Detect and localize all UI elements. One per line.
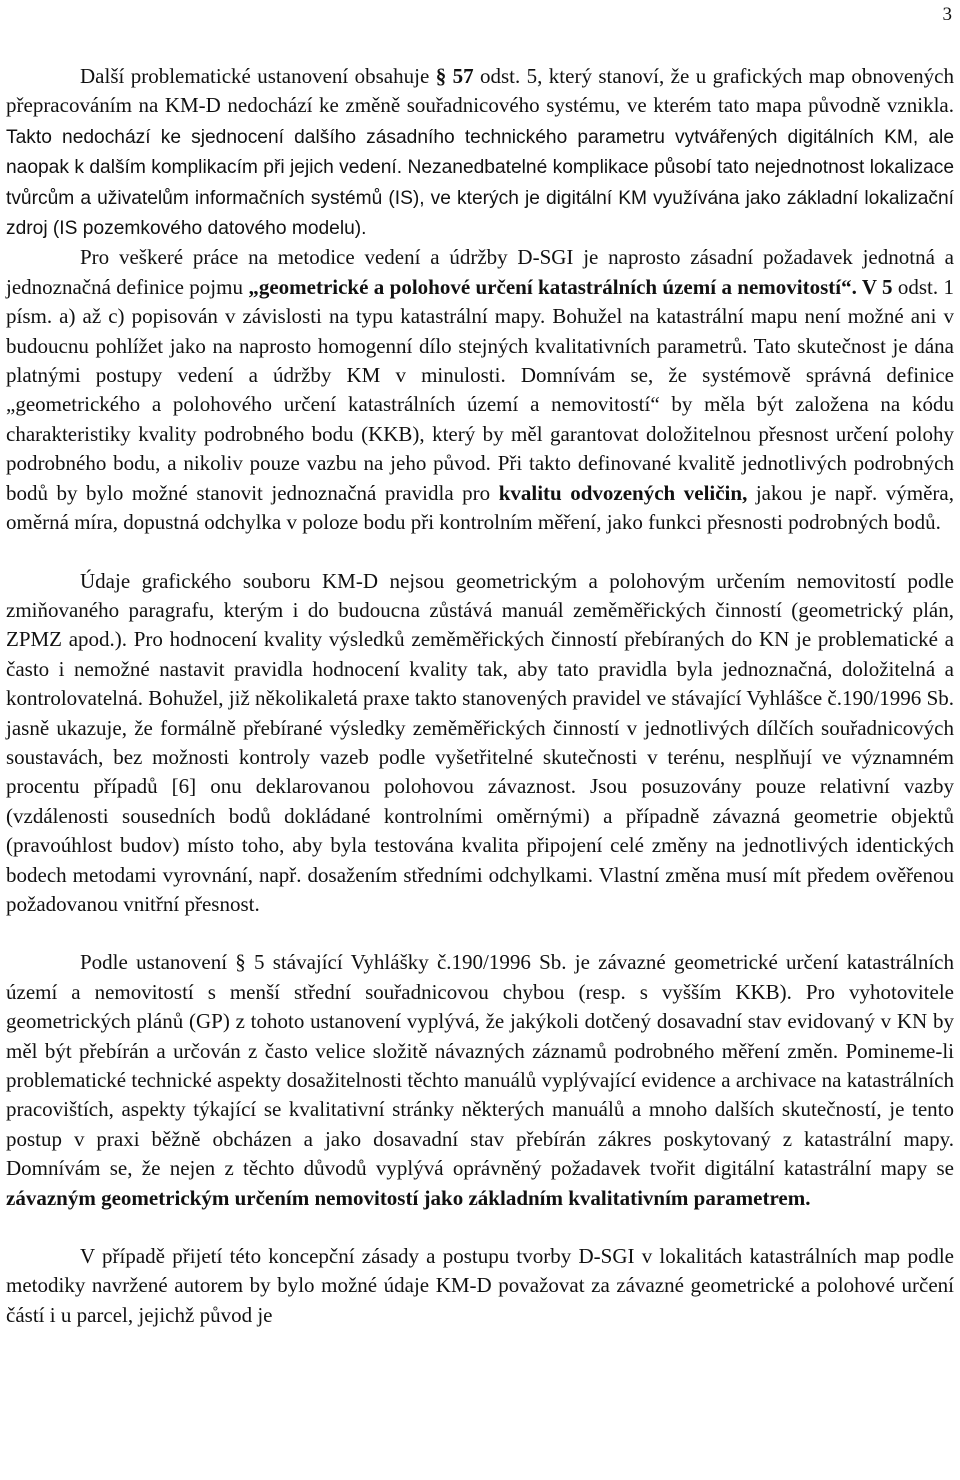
page-number: 3: [942, 4, 952, 25]
paragraph-4-bold-conclusion: závazným geometrickým určením nemovitostí jako základním kvalitativním parametrem.: [6, 1185, 811, 1210]
paragraph-2-text-a: Pro veškeré práce na metodice vedení a údržby D-SGI je naprosto zásadní požadavek jednotná a jednoznačná definice pojmu: [6, 245, 954, 299]
paragraph-2-text-b: odst. 1 písm. a) až c) popisován v závislosti na typu katastrální mapy. Bohužel na katastrální mapu není možné ani v budoucnu pohlížet jako na naprosto homogenní dílo stejných kvalitativních parametrů. Tato skutečnost je dána platnými postupy vedení a údržby KM v minulosti. Domnívám se, že systémově správná definice „geometrického a polohového určení katastrálních území a nemovitostí“ by měla být založena na kódu charakteristiky kvality podrobného bodu (KKB), který by měl garantovat doložitelnou přesnost určení polohy podrobného bodu, a nikoliv pouze vazbu na jeho původ. Při takto definované kvalitě jednotlivých podrobných bodů by bylo možné stanovit jednoznačná pravidla pro: [6, 274, 955, 505]
paragraph-2-definition-term: „geometrické a polohové určení katastrálních území a nemovitostí“. V 5: [248, 274, 893, 299]
paragraph-2: [6, 243, 954, 537]
paragraph-2-quality-term: kvalitu odvozených veličin,: [498, 480, 748, 505]
paragraph-1: [6, 62, 954, 243]
document-body: [6, 62, 954, 1330]
paragraph-2-text-c: jakou je např. výměra, oměrná míra, dopustná odchylka v poloze bodu při kontrolním měření, jako funkci přesnosti podrobných bodů.: [6, 480, 954, 535]
paragraph-1-text-a: Další problematické ustanovení obsahuje: [80, 64, 436, 88]
paragraph-4: [6, 948, 954, 1213]
paragraph-1-sans-text: Takto nedochází ke sjednocení dalšího zásadního technického parametru vytvářených digitálních KM, ale naopak k dalším komplikacím při jejich vedení. Nezanedbatelné komplikace působí tato nejednotnost lokalizace tvůrcům a uživatelům informačních systémů (IS), ve kterých je digitální KM využívána jako základní lokalizační zdroj (IS pozemkového datového modelu).: [6, 126, 954, 240]
paragraph-4-text-a: Podle ustanovení § 5 stávající Vyhlášky č.190/1996 Sb. je závazné geometrické určení katastrálních území a nemovitostí s menší střední souřadnicovou chybou (resp. s vyšším KKB). Pro vyhotovitele geometrických plánů (GP) z tohoto ustanovení vyplývá, že jakýkoli dotčený dosavadní stav evidovaný v KN by měl být přebírán a určován z často velice složitě návazných záznamů podrobného měření změn. Pomineme-li problematické technické aspekty dosažitelnosti těchto manuálů vyplývající evidence a archivace na katastrálních pracovištích, aspekty týkající se kvalitativní stránky některých manuálů a mnoho dalších skutečností, je tento postup v praxi běžně obcházen a jako dosavadní stav přebírán zákres poskytovaný z katastrální mapy. Domnívám se, že nejen z těchto důvodů vyplývá oprávněný požadavek tvořit digitální katastrální mapy se: [6, 950, 954, 1181]
paragraph-1-section-ref: § 57: [435, 64, 474, 88]
paragraph-1-text-b: odst. 5, který stanoví, že u grafických map obnovených přepracováním na KM-D nedochází ke změně souřadnicového systému, ve kterém tato mapa původně vznikla.: [6, 64, 954, 118]
paragraph-5: V případě přijetí této koncepční zásady a postupu tvorby D-SGI v lokalitách katastrálních map podle metodiky navržené autorem by bylo možné údaje KM-D považovat za závazné geometrické a polohové určení částí i u parcel, jejichž původ je: [6, 1244, 954, 1327]
paragraph-3: Údaje grafického souboru KM-D nejsou geometrickým a polohovým určením nemovitostí podle zmiňovaného paragrafu, kterým i do budoucna zůstává manuál zeměměřických činností (geometrický plán, ZPMZ apod.). Pro hodnocení kvality výsledků zeměměřických činností přebíraných do KN je problematické a často i nemožné nastavit pravidla hodnocení kvality tak, aby tato pravidla byla jednoznačná, doložitelná a kontrolovatelná. Bohužel, již několikaletá praxe takto stanovených pravidel ve stávající Vyhlášce č.190/1996 Sb. jasně ukazuje, že formálně přebírané výsledky zeměměřických činností v jednotlivých dílčích souřadnicových soustavách, bez možnosti kontroly vazeb podle vyšetřitelné skutečnosti v terénu, nesplňují ve významném procentu případů [6] onu deklarovanou polohovou závaznost. Jsou posuzovány pouze relativní vazby (vzdálenosti sousedních bodů dokládané kontrolními oměrnými) a případně závazná geometrie objektů (pravoúhlost budov) místo toho, aby byla testována kvalita připojení celé změny na jednotlivých identických bodech metodami vyrovnání, např. dosažením středními odchylkami. Vlastní změna musí mít předem ověřenou požadovanou vnitřní přesnost.: [6, 568, 954, 916]
